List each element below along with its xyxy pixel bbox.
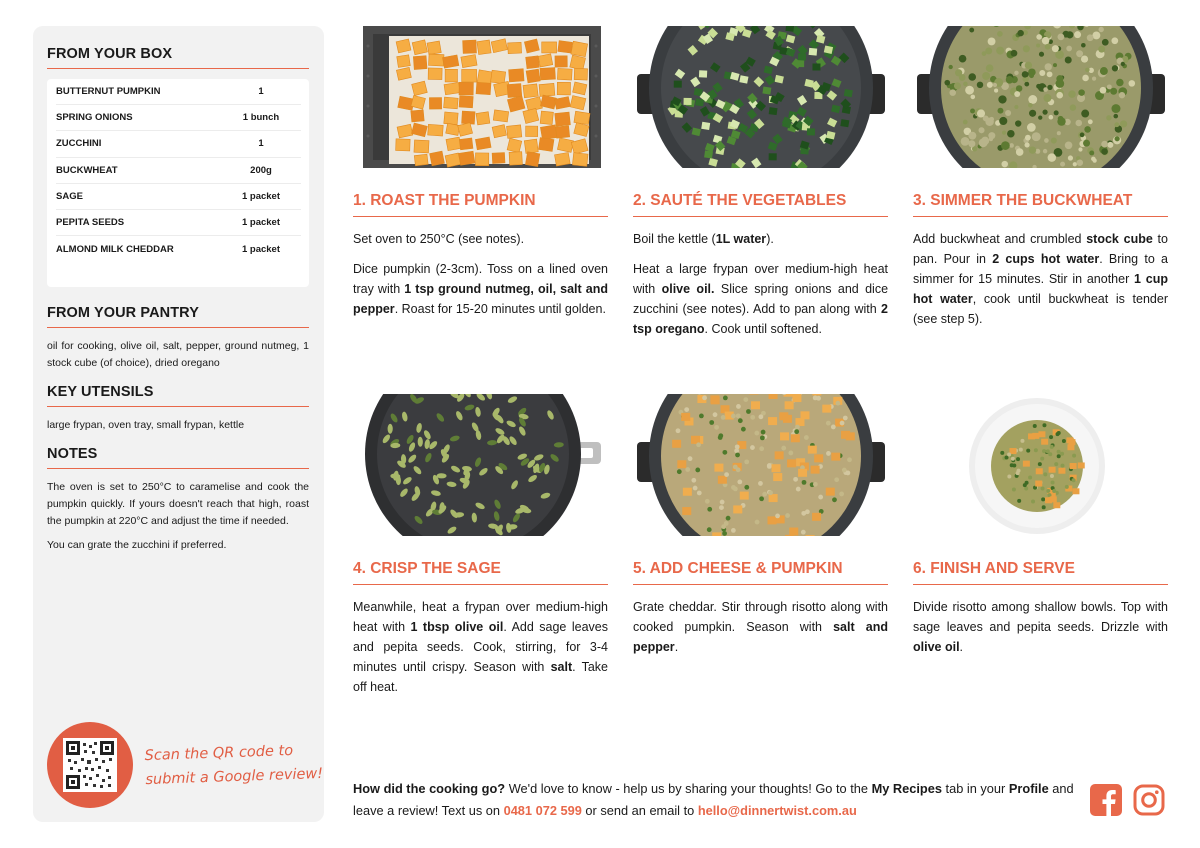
ingredient-name: SPRING ONIONS (56, 112, 133, 124)
instruction-text: Set oven to 250°C (see notes). (353, 232, 525, 246)
ingredient-highlight: salt (550, 660, 573, 674)
step-4 (353, 394, 608, 707)
ingredient-name: PEPITA SEEDS (56, 217, 125, 229)
ingredient-name: ZUCCHINI (56, 138, 102, 150)
instruction-text: . Add sage leaves and pepita seeds. Cook, stirring, for 3-4 minutes until crispy. Season with (353, 620, 608, 674)
instruction-text: Add buckwheat and crumbled (913, 232, 1087, 246)
step-title: 3. SIMMER THE BUCKWHEAT (913, 192, 1168, 217)
ingredient-qty: 1 packet (241, 217, 281, 229)
instruction-text: to pan. Pour in (913, 232, 1168, 266)
ingredient-highlight: olive oil. (661, 282, 715, 296)
step-instructions (633, 229, 888, 339)
ingredient-name: ALMOND MILK CHEDDAR (56, 243, 174, 255)
step-title: 1. ROAST THE PUMPKIN (353, 192, 608, 217)
notes-heading: NOTES (47, 446, 309, 469)
ingredient-highlight: 2 tsp oregano (633, 302, 888, 336)
phone-link[interactable]: 0481 072 599 (503, 803, 582, 818)
qr-caption-line: submit a Google review! (145, 765, 324, 789)
instruction-text: Heat a large frypan over medium-high heat with (633, 262, 888, 296)
step-title: 6. FINISH AND SERVE (913, 560, 1168, 585)
ingredient-qty: 1 (258, 138, 264, 150)
facebook-icon[interactable] (1090, 784, 1122, 816)
instruction-text: Grate cheddar. Stir through risotto along with cooked pumpkin. Season with (633, 600, 888, 634)
instruction-text: . Bring to a simmer for 15 minutes. Stir in another (913, 252, 1168, 286)
ingredient-qty: 1 packet (241, 243, 281, 255)
ingredient-row (56, 131, 301, 157)
instruction-text: Boil the kettle ( (633, 232, 716, 246)
qr-caption-line: Scan the QR code to (144, 742, 294, 765)
ingredient-row (56, 236, 301, 262)
instruction-text: Divide risotto among shallow bowls. Top with sage leaves and pepita seeds. Drizzle with (913, 600, 1168, 634)
ingredient-highlight: salt and pepper (633, 620, 888, 654)
ingredient-name: BUCKWHEAT (56, 164, 118, 176)
step-title: 2. SAUTÉ THE VEGETABLES (633, 192, 888, 217)
pantry-section (47, 305, 309, 372)
notes-text: The oven is set to 250°C to caramelise and cook the pumpkin quickly. If yours doesn't reach that high, roast the pumpkin at 220°C and adjust the time if needed. (47, 481, 309, 527)
qr-badge (47, 722, 133, 808)
utensils-heading: KEY UTENSILS (47, 384, 309, 407)
qr-review (47, 722, 323, 808)
profile-ref: Profile (1008, 781, 1049, 796)
ingredient-qty: 1 (258, 86, 264, 98)
step-instructions (913, 229, 1168, 329)
ingredient-highlight: 1 cup hot water (913, 272, 1168, 306)
step-photo-served-plate (913, 394, 1168, 536)
ingredient-row (56, 158, 301, 184)
instruction-text: ). (766, 232, 774, 246)
instruction-text: . Roast for 15-20 minutes until golden. (394, 302, 606, 316)
ingredient-highlight: 1L water (715, 232, 767, 246)
instruction-text: Slice spring onions and dice zucchini (see notes). Add to pan along with (633, 282, 889, 316)
instruction-text: . Take off heat. (353, 660, 609, 694)
instruction-text: Dice pumpkin (2-3cm). Toss on a lined oven tray with (353, 262, 608, 296)
step-instructions (353, 597, 608, 697)
step-title: 4. CRISP THE SAGE (353, 560, 608, 585)
step-instructions (353, 229, 608, 319)
step-instructions (913, 597, 1168, 657)
ingredient-table (47, 79, 309, 287)
instruction-text: Meanwhile, heat a frypan over medium-high heat with (353, 600, 608, 634)
step-instructions (633, 597, 888, 657)
ingredient-qty: 200g (250, 164, 272, 176)
my-recipes-tab-ref: My Recipes (871, 781, 942, 796)
footer-text: or send an email to (581, 803, 698, 818)
ingredient-qty: 1 bunch (242, 112, 280, 124)
ingredient-qty: 1 packet (241, 190, 281, 202)
notes-text: You can grate the zucchini if preferred. (47, 539, 227, 551)
ingredient-name: BUTTERNUT PUMPKIN (56, 86, 161, 98)
ingredient-row (56, 184, 301, 210)
step-photo-buckwheat (913, 26, 1168, 168)
step-photo-roasted-pumpkin (353, 26, 608, 168)
footer-text: tab in your (941, 781, 1009, 796)
step-3 (913, 26, 1168, 339)
ingredient-name: SAGE (56, 190, 83, 202)
from-box-heading: FROM YOUR BOX (47, 46, 309, 69)
instagram-icon[interactable] (1133, 784, 1165, 816)
email-link[interactable]: hello@dinnertwist.com.au (697, 803, 857, 818)
qr-caption (144, 738, 323, 792)
step-5 (633, 394, 888, 667)
step-photo-cheese-pumpkin (633, 394, 888, 536)
ingredient-row (56, 210, 301, 236)
ingredient-highlight: 2 cups hot water (992, 252, 1100, 266)
ingredient-highlight: 1 tsp ground nutmeg, oil, salt and pepper (353, 282, 608, 316)
pantry-heading: FROM YOUR PANTRY (47, 305, 309, 328)
qr-code-icon[interactable] (63, 738, 117, 792)
ingredient-highlight: 1 tbsp olive oil (410, 620, 504, 634)
step-2 (633, 26, 888, 349)
step-photo-sauteed-vegetables (633, 26, 888, 168)
step-photo-crisp-sage (353, 394, 608, 536)
ingredient-highlight: olive oil (913, 640, 960, 654)
ingredient-highlight: stock cube (1086, 232, 1153, 246)
step-1 (353, 26, 608, 329)
review-footer (353, 778, 1083, 822)
instruction-text: . (959, 640, 964, 654)
utensils-section (47, 384, 309, 434)
instruction-text: . Cook until softened. (704, 322, 822, 336)
sidebar (33, 26, 324, 822)
pantry-text: oil for cooking, olive oil, salt, pepper, ground nutmeg, 1 stock cube (of choice), dried oregano (47, 340, 309, 369)
footer-text: and leave a review! Text us on (353, 781, 1074, 818)
instruction-text: . (674, 640, 679, 654)
ingredient-row (56, 105, 301, 131)
step-6 (913, 394, 1168, 667)
footer-lead: How did the cooking go? (353, 781, 506, 796)
utensils-text: large frypan, oven tray, small frypan, kettle (47, 419, 245, 431)
instruction-text: , cook until buckwheat is tender (see step 5). (913, 292, 1168, 326)
ingredient-row (56, 79, 301, 105)
step-title: 5. ADD CHEESE & PUMPKIN (633, 560, 888, 585)
notes-section (47, 446, 309, 554)
footer-text: We'd love to know - help us by sharing your thoughts! Go to the (505, 781, 872, 796)
